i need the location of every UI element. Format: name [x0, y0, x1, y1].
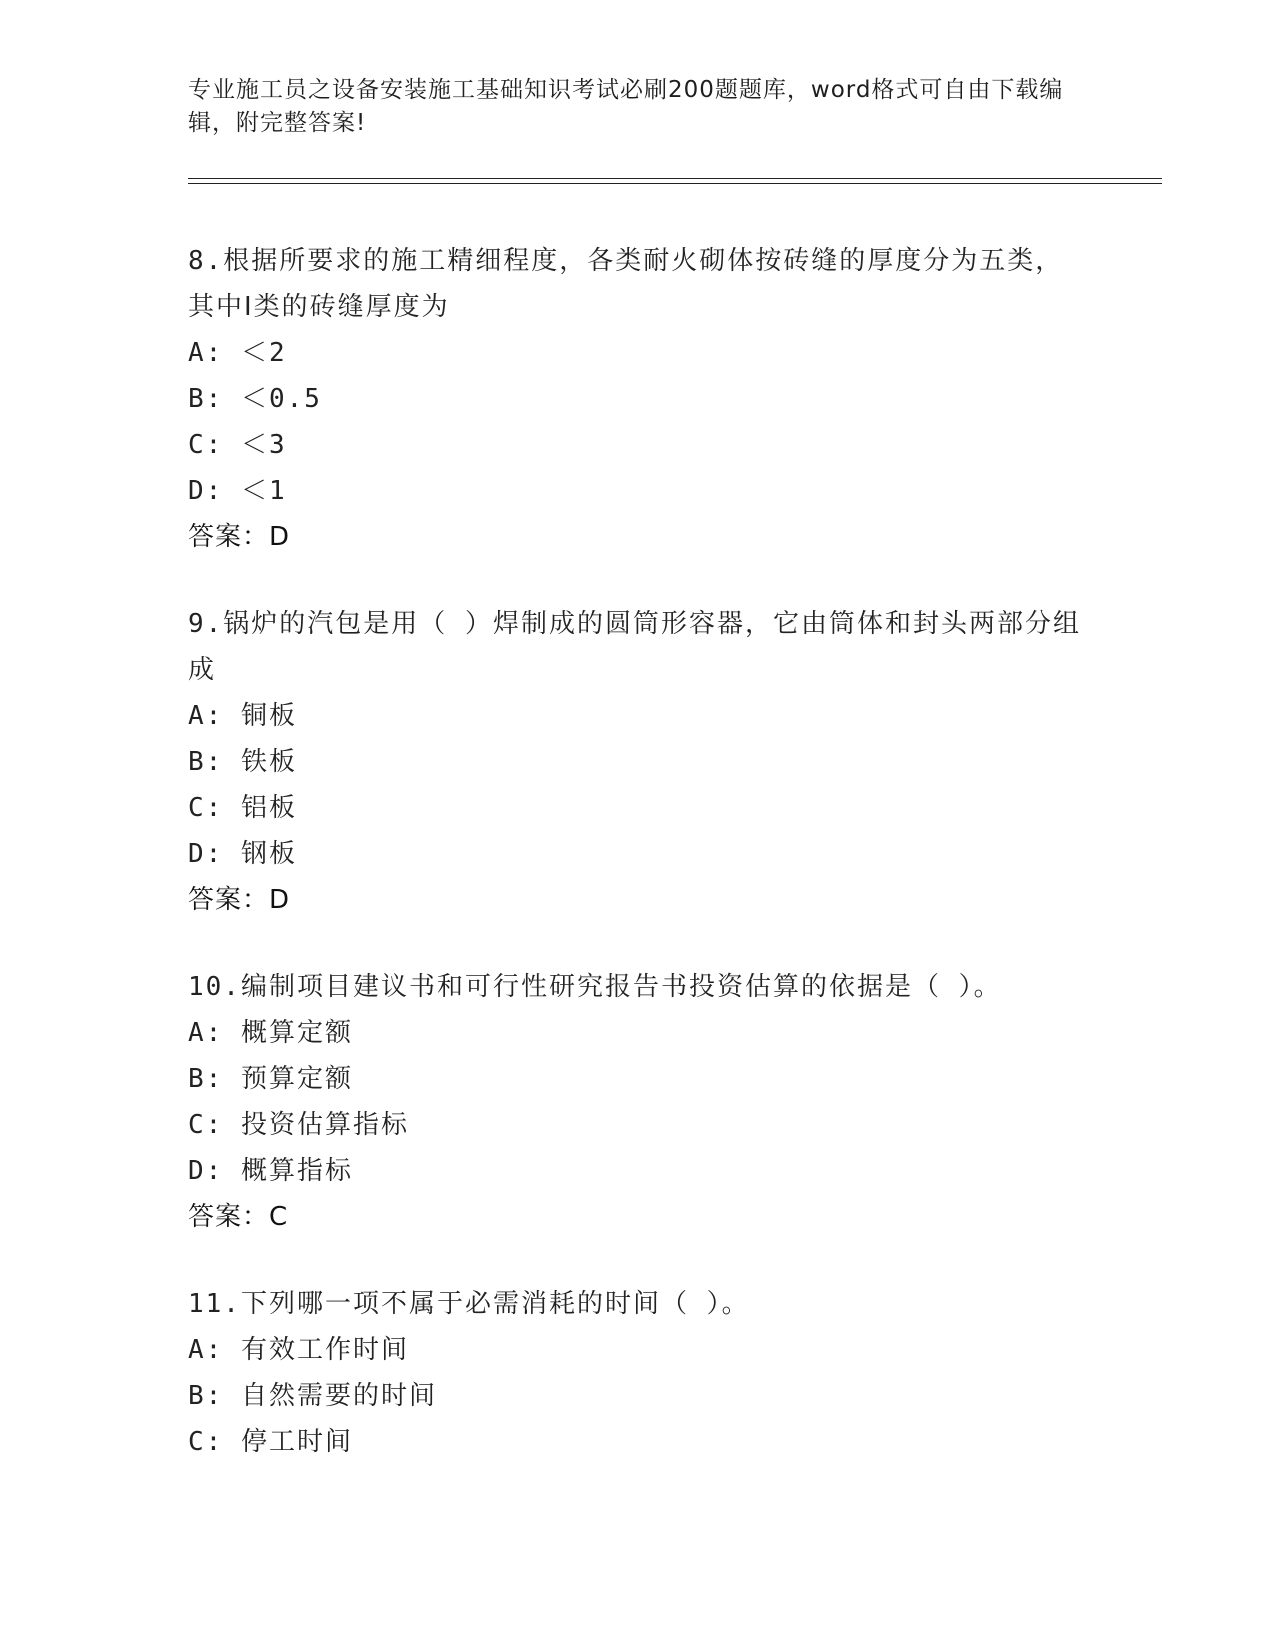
- option-text: ＜1: [240, 476, 287, 506]
- option-text: 自然需要的时间: [240, 1381, 437, 1411]
- option-key: C: [188, 1427, 206, 1457]
- option-separator: :: [205, 839, 224, 869]
- option-separator: :: [205, 1156, 224, 1186]
- answer-line: 答案：D: [188, 885, 291, 915]
- option-text: 投资估算指标: [240, 1110, 409, 1140]
- question-item: [188, 1281, 1088, 1465]
- option-separator: :: [205, 1381, 224, 1411]
- option-d: [188, 1148, 1088, 1194]
- question-stem: 11.下列哪一项不属于必需消耗的时间（ ）。: [188, 1289, 750, 1319]
- option-b: [188, 739, 1088, 785]
- option-b: [188, 1056, 1088, 1102]
- option-text: 预算定额: [240, 1064, 353, 1094]
- option-key: A: [188, 701, 206, 731]
- option-text: 铜板: [240, 701, 297, 731]
- option-text: 概算指标: [240, 1156, 353, 1186]
- option-text: 铁板: [240, 747, 297, 777]
- option-key: B: [188, 1381, 206, 1411]
- option-key: A: [188, 1018, 206, 1048]
- option-key: C: [188, 430, 206, 460]
- option-key: B: [188, 1064, 206, 1094]
- option-text: ＜3: [240, 430, 287, 460]
- option-a: [188, 1327, 1088, 1373]
- option-c: [188, 785, 1088, 831]
- option-separator: :: [205, 1018, 224, 1048]
- option-separator: :: [205, 338, 224, 368]
- document-header: 专业施工员之设备安装施工基础知识考试必刷200题题库，word格式可自由下载编辑，附完整答案!: [188, 77, 1064, 136]
- option-separator: :: [205, 476, 224, 506]
- question-item: [188, 964, 1088, 1240]
- option-a: [188, 330, 1088, 376]
- option-separator: :: [205, 1427, 224, 1457]
- option-key: C: [188, 1110, 206, 1140]
- question-list: [188, 238, 1088, 1506]
- option-key: A: [188, 1335, 206, 1365]
- option-separator: :: [205, 793, 224, 823]
- option-c: [188, 1419, 1088, 1465]
- option-c: [188, 1102, 1088, 1148]
- option-key: B: [188, 747, 206, 777]
- option-separator: :: [205, 1335, 224, 1365]
- question-stem: 10.编制项目建议书和可行性研究报告书投资估算的依据是（ ）。: [188, 972, 1002, 1002]
- option-text: ＜0.5: [240, 384, 322, 414]
- option-separator: :: [205, 701, 224, 731]
- option-separator: :: [205, 747, 224, 777]
- option-key: D: [188, 839, 206, 869]
- option-separator: :: [205, 1064, 224, 1094]
- question-item: [188, 601, 1088, 923]
- header-rule-top: [188, 178, 1162, 179]
- option-text: 概算定额: [240, 1018, 353, 1048]
- option-text: 有效工作时间: [240, 1335, 409, 1365]
- option-key: D: [188, 1156, 206, 1186]
- option-d: [188, 831, 1088, 877]
- option-separator: :: [205, 1110, 224, 1140]
- option-key: D: [188, 476, 206, 506]
- question-item: [188, 238, 1088, 560]
- option-a: [188, 693, 1088, 739]
- option-text: 停工时间: [240, 1427, 353, 1457]
- option-separator: :: [205, 430, 224, 460]
- option-c: [188, 422, 1088, 468]
- option-b: [188, 1373, 1088, 1419]
- option-key: B: [188, 384, 206, 414]
- answer-line: 答案：D: [188, 522, 291, 552]
- question-stem: 8.根据所要求的施工精细程度，各类耐火砌体按砖缝的厚度分为五类，其中Ⅰ类的砖缝厚度为: [188, 246, 1064, 322]
- option-d: [188, 468, 1088, 514]
- option-separator: :: [205, 384, 224, 414]
- option-b: [188, 376, 1088, 422]
- option-key: A: [188, 338, 206, 368]
- option-text: 钢板: [240, 839, 297, 869]
- answer-line: 答案：C: [188, 1202, 289, 1232]
- option-key: C: [188, 793, 206, 823]
- option-text: ＜2: [240, 338, 287, 368]
- option-a: [188, 1010, 1088, 1056]
- option-text: 铝板: [240, 793, 297, 823]
- header-rule-bottom: [188, 183, 1162, 184]
- question-stem: 9.锅炉的汽包是用（ ）焊制成的圆筒形容器，它由筒体和封头两部分组成: [188, 609, 1081, 685]
